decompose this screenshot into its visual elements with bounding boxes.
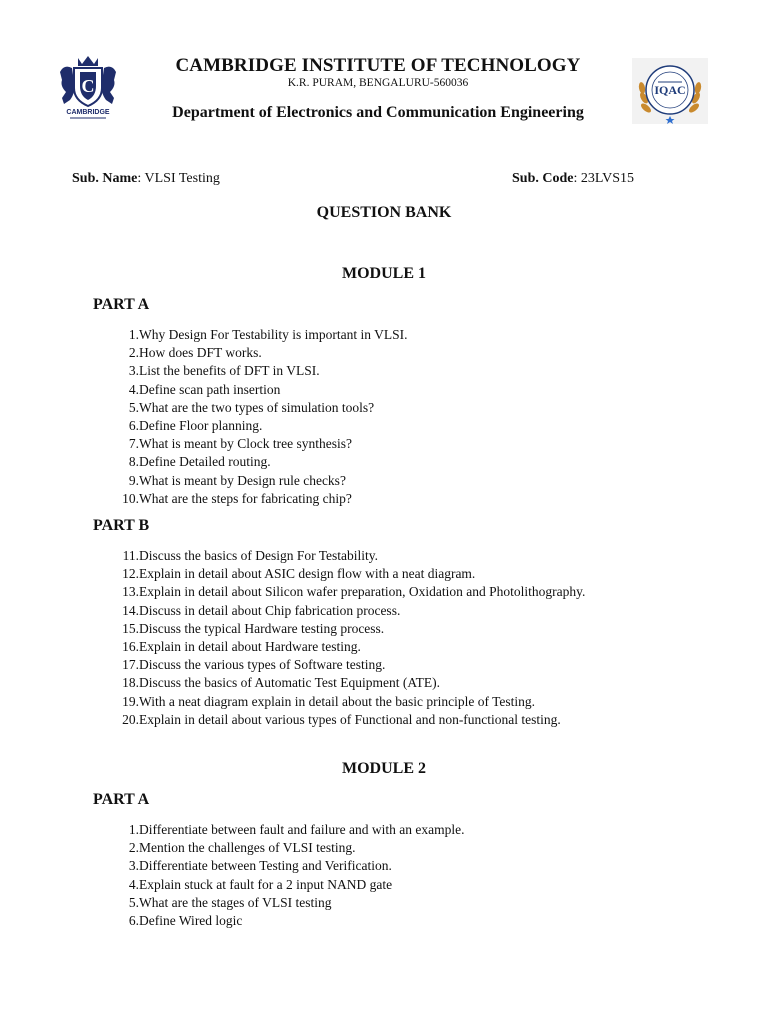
question-number: 13.	[122, 584, 139, 600]
question-number: 2.	[128, 345, 139, 361]
question-number: 3.	[128, 363, 139, 379]
list-item	[108, 381, 281, 399]
question-number: 6.	[128, 417, 139, 433]
question-number: 16.	[122, 638, 139, 654]
question-text: Explain in detail about Hardware testing.	[139, 638, 361, 654]
question-number: 10.	[122, 490, 139, 506]
list-item	[108, 876, 393, 894]
question-text: Explain in detail about various types of Functional and non-functional testing.	[139, 711, 561, 727]
question-number: 2.	[128, 840, 139, 856]
question-number: 5.	[128, 399, 139, 415]
part-title: PART A	[93, 296, 150, 313]
question-number: 6.	[128, 912, 139, 928]
list-item	[108, 453, 271, 471]
list-item	[108, 602, 401, 620]
subject-code-value: : 23LVS15	[573, 171, 635, 186]
question-text: How does DFT works.	[139, 345, 262, 361]
question-text: Define Wired logic	[139, 912, 243, 928]
question-text: With a neat diagram explain in detail about the basic principle of Testing.	[139, 693, 536, 709]
module-title: MODULE 2	[342, 760, 426, 777]
question-text: Discuss the typical Hardware testing process.	[139, 620, 385, 636]
list-item	[108, 821, 465, 839]
subject-code	[512, 171, 634, 187]
list-item	[108, 894, 332, 912]
question-number: 1.	[128, 822, 139, 837]
svg-text:C: C	[81, 76, 95, 96]
question-number: 4.	[128, 876, 139, 892]
subject-name	[72, 171, 220, 187]
list-item	[108, 638, 361, 656]
list-item	[108, 547, 379, 565]
question-text: Define Floor planning.	[139, 417, 263, 433]
question-text: Define scan path insertion	[139, 381, 281, 397]
question-text: What are the stages of VLSI testing	[139, 894, 332, 910]
subject-code-label: Sub. Code	[512, 171, 574, 186]
question-number: 9.	[128, 472, 139, 488]
question-number: 15.	[122, 620, 139, 636]
part-title: PART A	[93, 791, 150, 808]
list-item	[108, 344, 262, 362]
question-number: 5.	[128, 894, 139, 910]
department-name: Department of Electronics and Communication Engineering	[172, 104, 584, 121]
question-text: What are the two types of simulation tools?	[139, 399, 375, 415]
iqac-seal-icon	[632, 58, 708, 124]
question-number: 4.	[128, 381, 139, 397]
list-item	[108, 711, 561, 729]
question-text: Discuss the basics of Design For Testability.	[139, 548, 379, 563]
question-number: 8.	[128, 454, 139, 470]
subject-name-value: : VLSI Testing	[137, 171, 220, 186]
list-item	[108, 583, 586, 601]
module-title: MODULE 1	[342, 265, 426, 282]
question-text: What is meant by Clock tree synthesis?	[139, 436, 352, 452]
part-title: PART B	[93, 517, 150, 534]
question-list	[108, 326, 408, 508]
question-number: 18.	[122, 675, 139, 691]
question-list	[108, 547, 586, 729]
question-number: 3.	[128, 858, 139, 874]
list-item	[108, 565, 476, 583]
question-text: Explain in detail about ASIC design flow with a neat diagram.	[139, 566, 476, 582]
list-item	[108, 674, 441, 692]
list-item	[108, 362, 320, 380]
list-item	[108, 839, 356, 857]
list-item	[108, 912, 243, 930]
list-item	[108, 435, 352, 453]
question-text: Differentiate between fault and failure and with an example.	[139, 822, 465, 837]
question-text: Explain stuck at fault for a 2 input NAND gate	[139, 876, 393, 892]
list-item	[108, 693, 536, 711]
question-text: Define Detailed routing.	[139, 454, 271, 470]
question-text: Explain in detail about Silicon wafer preparation, Oxidation and Photolithography.	[139, 584, 586, 600]
question-number: 20.	[122, 711, 139, 727]
question-list	[108, 821, 465, 930]
question-text: Mention the challenges of VLSI testing.	[139, 840, 356, 856]
list-item	[108, 472, 346, 490]
question-text: Discuss the various types of Software testing.	[139, 657, 386, 673]
question-text: What are the steps for fabricating chip?	[139, 490, 352, 506]
institute-address: K.R. PURAM, BENGALURU-560036	[287, 77, 469, 89]
list-item	[108, 620, 385, 638]
list-item	[108, 656, 386, 674]
list-item	[108, 417, 263, 435]
question-text: Differentiate between Testing and Verification.	[139, 858, 392, 874]
question-number: 7.	[128, 436, 139, 452]
question-text: What is meant by Design rule checks?	[139, 472, 346, 488]
list-item	[108, 490, 352, 508]
question-number: 14.	[122, 602, 139, 618]
question-number: 17.	[122, 657, 139, 673]
subject-name-label: Sub. Name	[72, 171, 138, 186]
list-item	[108, 399, 375, 417]
question-text: Why Design For Testability is important in VLSI.	[139, 327, 408, 342]
question-number: 19.	[122, 693, 139, 709]
cambridge-crest-icon	[56, 52, 120, 120]
svg-text:IQAC: IQAC	[654, 83, 686, 97]
list-item	[108, 326, 408, 344]
question-number: 1.	[128, 327, 139, 342]
question-text: List the benefits of DFT in VLSI.	[139, 363, 320, 379]
svg-text:CAMBRIDGE: CAMBRIDGE	[66, 109, 110, 116]
question-text: Discuss in detail about Chip fabrication process.	[139, 602, 401, 618]
question-number: 12.	[122, 566, 139, 582]
question-text: Discuss the basics of Automatic Test Equipment (ATE).	[139, 675, 441, 691]
question-number: 11.	[122, 548, 139, 563]
document-title: QUESTION BANK	[316, 204, 452, 221]
list-item	[108, 857, 392, 875]
institute-name: CAMBRIDGE INSTITUTE OF TECHNOLOGY	[175, 55, 581, 76]
